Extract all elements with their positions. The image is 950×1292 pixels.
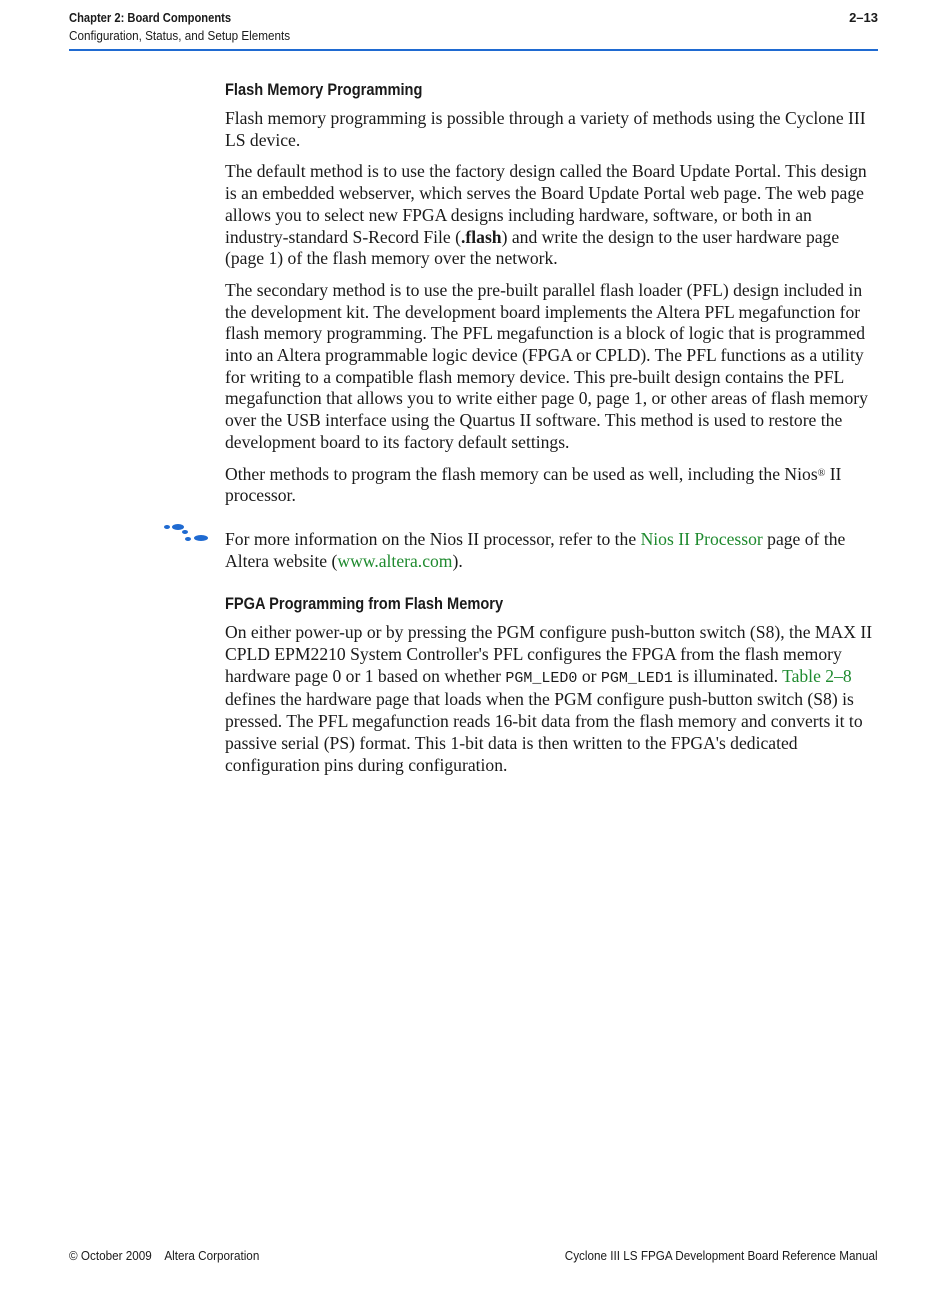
table-reference-link[interactable]: Table 2–8 xyxy=(782,665,852,686)
altera-website-link[interactable]: www.altera.com xyxy=(337,550,453,571)
paragraph: Flash memory programming is possible through a variety of methods using the Cyclone III LS device. xyxy=(225,108,866,150)
page-header xyxy=(69,9,878,51)
footer-left xyxy=(69,1248,259,1263)
paragraph-text: On either power-up or by pressing the PGM configure push-button switch (S8), the MAX II CPLD EPM2210 System Controller's PFL configures the FPGA from the flash memory hardware page 0 or 1 based on whether xyxy=(225,622,873,686)
paragraph xyxy=(225,161,879,270)
paragraph-text: defines the hardware page that loads when the PGM configure push-button switch (S8) is pressed. The PFL megafunction reads 16-bit data from the flash memory and converts it to passive serial (PS) format. This 1-bit data is then written to the FPGA's dedicated configuration pins during configuration. xyxy=(225,689,863,775)
file-extension: .flash xyxy=(461,226,502,247)
note-text-part: page of the Altera website ( xyxy=(225,528,846,571)
code-pgm-led1: PGM_LED1 xyxy=(600,669,673,687)
code-pgm-led0: PGM_LED0 xyxy=(505,669,578,687)
heading-fpga-programming: FPGA Programming from Flash Memory xyxy=(225,594,504,614)
paragraph-text: ) and write the design to the user hardware page (page 1) of the flash memory over the network. xyxy=(225,226,840,269)
paragraph-text: II processor. xyxy=(225,463,842,506)
chapter-title: Chapter 2: Board Components xyxy=(69,10,232,25)
info-note xyxy=(225,529,879,572)
paragraph-text: The default method is to use the factory design called the Board Update Portal. This design is an embedded webserver, which serves the Board Update Portal web page. The web page allows you to select new FPGA designs including hardware, software, or both in an industry-standard S-Record File ( xyxy=(225,161,867,247)
paragraph-text: is illuminated. xyxy=(672,665,783,686)
section-title: Configuration, Status, and Setup Elements xyxy=(69,28,291,43)
note-text xyxy=(225,529,879,572)
footer-manual-title: Cyclone III LS FPGA Development Board Reference Manual xyxy=(565,1248,878,1263)
footer-company: Altera Corporation xyxy=(164,1248,260,1263)
heading-flash-memory-programming: Flash Memory Programming xyxy=(225,80,423,99)
paragraph: The secondary method is to use the pre-built parallel flash loader (PFL) design included in the development kit. The development board implements the Altera PFL megafunction for flash memory programming. The PFL megafunction is a block of logic that is programmed into an Altera programmable logic device (FPGA or CPLD). The PFL functions as a utility for writing to a compatible flash memory device. This pre-built design contains the PFL megafunction that allows you to write either page 0, page 1, or other areas of flash memory over the USB interface using the Quartus II software. This method is used to restore the development board to its factory default settings. xyxy=(225,279,868,452)
paragraph xyxy=(225,622,879,776)
main-content xyxy=(225,80,879,786)
note-text-part: ). xyxy=(452,550,463,571)
footer-date: © October 2009 xyxy=(69,1248,152,1263)
paragraph-text: or xyxy=(577,665,601,686)
registered-mark: ® xyxy=(817,467,826,479)
note-text-part: For more information on the Nios II processor, refer to the xyxy=(225,528,641,549)
paragraph-text: Other methods to program the flash memory can be used as well, including the Nios xyxy=(225,463,818,484)
page-number: 2–13 xyxy=(849,10,878,25)
paragraph xyxy=(225,464,879,507)
footprints-icon xyxy=(161,522,211,544)
nios-ii-processor-link[interactable]: Nios II Processor xyxy=(640,528,763,549)
